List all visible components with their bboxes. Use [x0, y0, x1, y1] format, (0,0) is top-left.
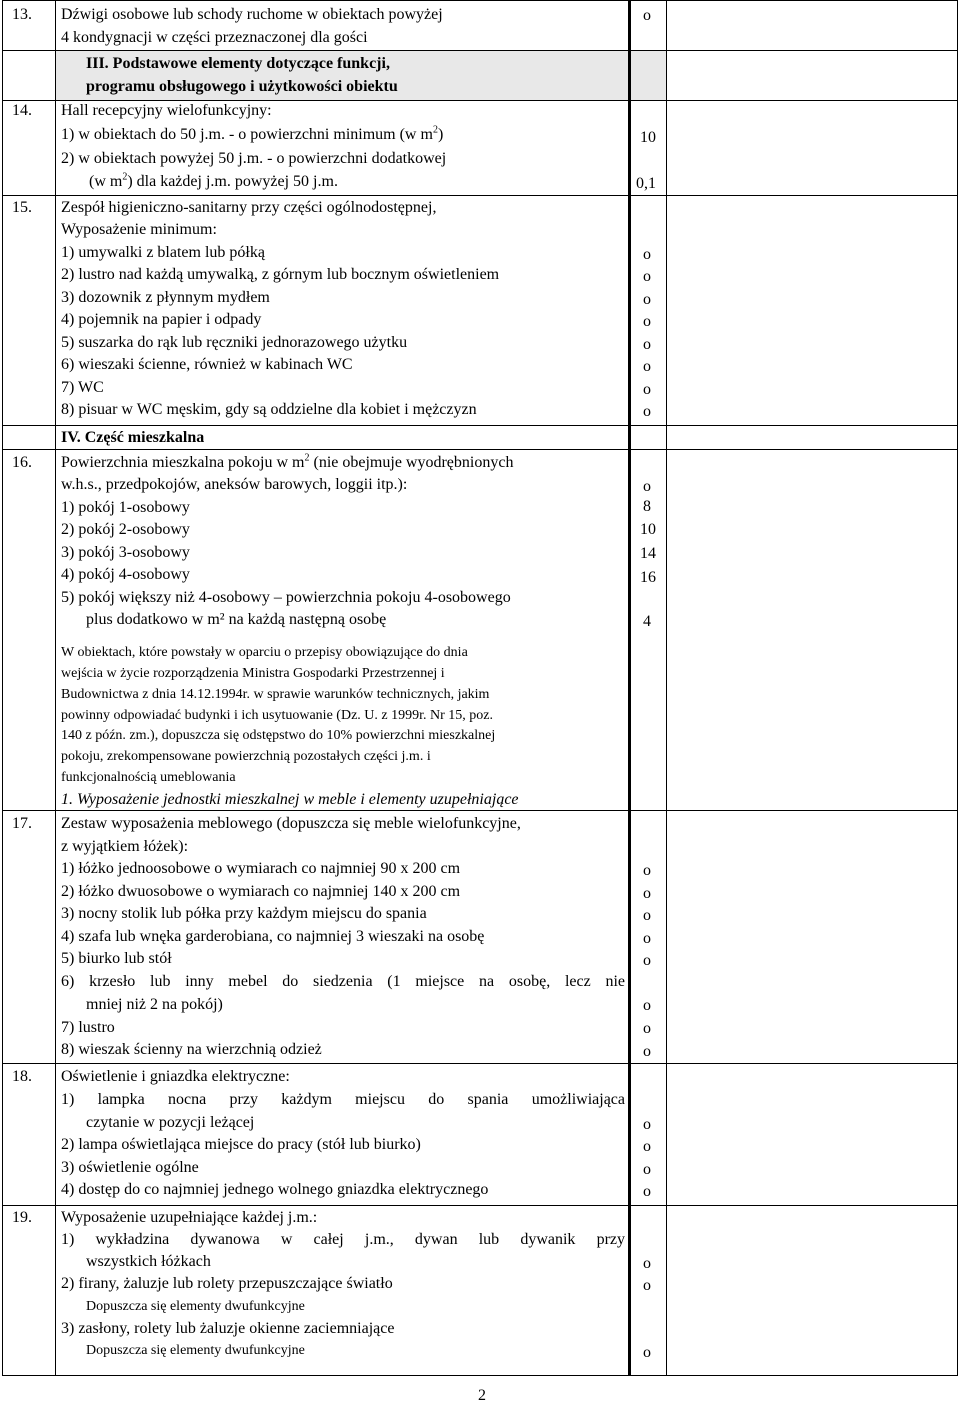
- list-item: mniej niż 2 na pokój): [86, 996, 223, 1013]
- list-item: 4) pojemnik na papier i odpady: [61, 311, 262, 328]
- row-divider: [2, 100, 958, 101]
- list-item: wszystkich łóżkach: [86, 1253, 211, 1270]
- row-value: o: [643, 291, 651, 308]
- note-text: Dopuszcza się elementy dwufunkcyjne: [86, 1343, 305, 1358]
- list-item: 2) firany, żaluzje lub rolety przepuszczające światło: [61, 1275, 393, 1292]
- row-value: o: [643, 997, 651, 1014]
- row-value: o: [643, 381, 651, 398]
- row-title: w.h.s., przedpokojów, aneksów barowych, loggii itp.):: [61, 476, 408, 493]
- row-value: o: [643, 862, 651, 879]
- row-value: o: [643, 1161, 651, 1178]
- list-item: 5) biurko lub stół: [61, 950, 172, 967]
- row-text: Dźwigi osobowe lub schody ruchome w obiektach powyżej: [61, 6, 443, 23]
- row-value: 8: [643, 498, 651, 515]
- list-item: 4) dostęp do co najmniej jednego wolnego gniazdka elektrycznego: [61, 1181, 489, 1198]
- row-number: 14.: [12, 102, 32, 119]
- table-border-top: [2, 0, 958, 1]
- row-divider: [2, 810, 958, 811]
- row-value: o: [643, 358, 651, 375]
- row-value: o: [643, 313, 651, 330]
- row-title: Powierzchnia mieszkalna pokoju w $m^2$ (nie obejmuje wyodrębnionych: [61, 452, 514, 471]
- row-value: o: [643, 1020, 651, 1037]
- row-value: 10: [640, 129, 656, 146]
- list-item: 3) oświetlenie ogólne: [61, 1159, 199, 1176]
- list-item: 4) szafa lub wnęka garderobiana, co najmniej 3 wieszaki na osobę: [61, 928, 485, 945]
- row-title: Hall recepcyjny wielofunkcyjny:: [61, 102, 272, 119]
- list-item: 3) dozownik z płynnym mydłem: [61, 289, 270, 306]
- note-text: 140 z późn. zm.), dopuszcza się odstępstwo do 10% powierzchni mieszkalnej: [61, 728, 496, 743]
- list-item: 8) wieszak ścienny na wierzchnią odzież: [61, 1041, 322, 1058]
- row-divider: [2, 449, 958, 450]
- subsection-heading: 1. Wyposażenie jednostki mieszkalnej w meble i elementy uzupełniające: [61, 791, 519, 808]
- section-band-right: [631, 51, 666, 100]
- row-value: o: [643, 1043, 651, 1060]
- value-column-divider: [666, 0, 667, 1376]
- list-item: 3) zasłony, rolety lub żaluzje okienne zaciemniające: [61, 1320, 395, 1337]
- list-item: 1) wykładzina dywanowa w całej j.m., dywan lub dywanik przy: [61, 1231, 625, 1248]
- list-item: 4) pokój 4-osobowy: [61, 566, 190, 583]
- row-value: o: [643, 1277, 651, 1294]
- row-item: 2) w obiektach powyżej 50 j.m. - o powierzchni dodatkowej: [61, 150, 447, 167]
- list-item: 1) lampka nocna przy każdym miejscu do spania umożliwiająca: [61, 1091, 625, 1108]
- num-column-divider: [55, 0, 56, 1376]
- row-value: 14: [640, 545, 656, 562]
- list-item: 1) umywalki z blatem lub półką: [61, 244, 265, 261]
- section-heading: III. Podstawowe elementy dotyczące funkcji,: [86, 55, 390, 72]
- row-value: 16: [640, 569, 656, 586]
- row-value: 10: [640, 521, 656, 538]
- row-title: Zestaw wyposażenia meblowego (dopuszcza się meble wielofunkcyjne,: [61, 815, 521, 832]
- list-item: 6) wieszaki ścienne, również w kabinach WC: [61, 356, 353, 373]
- list-item: 1) pokój 1-osobowy: [61, 499, 190, 516]
- row-value: o: [643, 907, 651, 924]
- row-value: 0,1: [636, 175, 656, 192]
- list-item: 1) łóżko jednoosobowe o wymiarach co najmniej 90 x 200 cm: [61, 860, 461, 877]
- row-title: Oświetlenie i gniazdka elektryczne:: [61, 1068, 290, 1085]
- row-number: 17.: [12, 815, 32, 832]
- row-value: o: [643, 403, 651, 420]
- row-value: o: [643, 478, 651, 495]
- row-value: o: [643, 1138, 651, 1155]
- note-text: pokoju, zrekompensowane powierzchnią pozostałych części j.m. i: [61, 749, 431, 764]
- row-value: o: [643, 1255, 651, 1272]
- row-number: 19.: [12, 1209, 32, 1226]
- list-item: 8) pisuar w WC męskim, gdy są oddzielne dla kobiet i mężczyzn: [61, 401, 477, 418]
- list-item: 7) WC: [61, 379, 104, 396]
- row-item: 1) w obiektach do 50 j.m. - o powierzchni minimum (w $m^2$): [61, 124, 444, 143]
- list-item: czytanie w pozycji leżącej: [86, 1114, 255, 1131]
- list-item: 5) suszarka do rąk lub ręczniki jednorazowego użytku: [61, 334, 408, 351]
- note-text: W obiektach, które powstały w oparciu o przepisy obowiązujące do dnia: [61, 645, 468, 660]
- row-number: 15.: [12, 199, 32, 216]
- row-number: 18.: [12, 1068, 32, 1085]
- row-value: o: [643, 1183, 651, 1200]
- note-text: wejścia w życie rozporządzenia Ministra Gospodarki Przestrzennej i: [61, 666, 445, 681]
- list-item: 2) lustro nad każdą umywalką, z górnym lub bocznym oświetleniem: [61, 266, 500, 283]
- row-value: o: [643, 930, 651, 947]
- list-item: 7) lustro: [61, 1019, 115, 1036]
- list-item: 2) lampa oświetlająca miejsce do pracy (stół lub biurko): [61, 1136, 421, 1153]
- list-item: 5) pokój większy niż 4-osobowy – powierzchnia pokoju 4-osobowego: [61, 589, 511, 606]
- row-value: o: [643, 1344, 651, 1361]
- note-text: powinny odpowiadać budynki i ich usytuowanie (Dz. U. z 1999r. Nr 15, poz.: [61, 708, 493, 723]
- table-border-left: [2, 0, 3, 1376]
- note-text: Budownictwa z dnia 14.12.1994r. w sprawie warunków technicznych, jakim: [61, 687, 490, 702]
- row-title: Zespół higieniczno-sanitarny przy części ogólnodostępnej,: [61, 199, 437, 216]
- row-value: 4: [643, 613, 651, 630]
- note-text: funkcjonalnością umeblowania: [61, 770, 236, 785]
- table-border-right: [957, 0, 958, 1376]
- list-item: 3) pokój 3-osobowy: [61, 544, 190, 561]
- row-divider: [2, 425, 958, 426]
- row-text: 4 kondygnacji w części przeznaczonej dla gości: [61, 29, 368, 46]
- list-item: 2) łóżko dwuosobowe o wymiarach co najmniej 140 x 200 cm: [61, 883, 461, 900]
- row-title: z wyjątkiem łóżek):: [61, 838, 189, 855]
- row-value: o: [643, 246, 651, 263]
- section-heading: IV. Część mieszkalna: [61, 429, 205, 446]
- note-text: Dopuszcza się elementy dwufunkcyjne: [86, 1299, 305, 1314]
- list-item: 2) pokój 2-osobowy: [61, 521, 190, 538]
- table-border-bottom: [2, 1375, 958, 1376]
- row-value: o: [643, 7, 651, 24]
- row-subtitle: Wyposażenie minimum:: [61, 221, 217, 238]
- row-divider: [2, 1063, 958, 1064]
- list-item: plus dodatkowo w m² na każdą następną osobę: [86, 611, 387, 628]
- row-value: o: [643, 336, 651, 353]
- list-item: 3) nocny stolik lub półka przy każdym miejscu do spania: [61, 905, 427, 922]
- section-heading: programu obsługowego i użytkowości obiektu: [86, 78, 398, 95]
- row-title: Wyposażenie uzupełniające każdej j.m.:: [61, 1209, 318, 1226]
- row-divider: [2, 1205, 958, 1206]
- row-value: o: [643, 1116, 651, 1133]
- row-divider: [2, 50, 958, 51]
- row-number: 13.: [12, 6, 32, 23]
- row-number: 16.: [12, 454, 32, 471]
- page-number: 2: [478, 1387, 486, 1404]
- row-item: (w $m^2$) dla każdej j.m. powyżej 50 j.m.: [89, 171, 338, 190]
- row-value: o: [643, 268, 651, 285]
- row-value: o: [643, 952, 651, 969]
- text-column-divider: [628, 0, 631, 1376]
- row-divider: [2, 195, 958, 196]
- row-value: o: [643, 885, 651, 902]
- list-item: 6) krzesło lub inny mebel do siedzenia (1 miejsce na osobę, lecz nie: [61, 973, 625, 990]
